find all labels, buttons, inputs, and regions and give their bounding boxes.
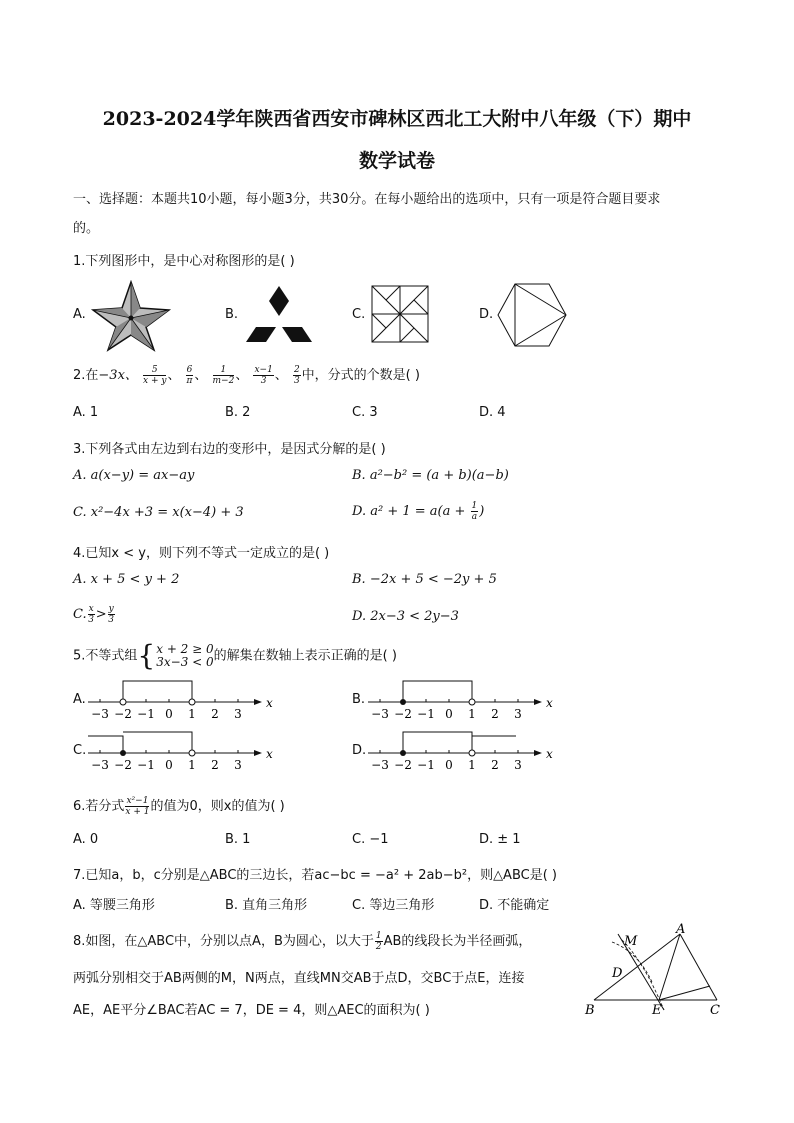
q3-option-a: A. a(x−y) = ax−ay (73, 468, 195, 483)
q3-stem: 3.下列各式由左边到右边的变形中，是因式分解的是( ) (73, 442, 386, 457)
q3-option-d: D. a² + 1 = a(a + $\frac{1}{a}$ ) (352, 501, 485, 522)
closed-dot (400, 699, 406, 705)
q5-stem: 5.不等式组 { x + 2 ≥ 0 3x−3 < 0 的解集在数轴上表示正确的是( ) (73, 639, 397, 672)
open-dot (469, 699, 475, 705)
section-heading: 一、选择题：本题共10小题，每小题3分，共30分。在每小题给出的选项中，只有一项是符合题目要求 (73, 192, 661, 207)
solution-bracket (403, 681, 472, 702)
tick-label: −1 (137, 707, 155, 721)
tick-label: −2 (114, 707, 132, 721)
q7-option-b: B. 直角三角形 (225, 898, 308, 913)
q2-fraction-1: $\frac{5}{x + y}$ (143, 365, 167, 386)
q1-option-a-label: A. (73, 307, 86, 322)
q2-option-a: A. 1 (73, 405, 99, 420)
q2-suffix: 中，分式的个数是( ) (301, 368, 420, 383)
label-d: D (612, 966, 623, 981)
tick-label: 2 (211, 707, 219, 721)
q5-option-c-label: C. (73, 743, 87, 758)
q5-option-d-label: D. (352, 743, 367, 758)
q5-option-b-label: B. (352, 692, 366, 707)
q7-option-d: D. 不能确定 (479, 898, 550, 913)
q1-stem: 1.下列图形中，是中心对称图形的是( ) (73, 254, 295, 269)
tick-label: −2 (394, 707, 412, 721)
tick-label: −3 (371, 707, 389, 721)
axis-arrow (534, 750, 542, 756)
q2-stem: 2.在−3x、 $\frac{5}{x + y}$ 、 $\frac{6}{\pi}$ 、 $\frac{1}{m-2}$ 、 $\frac{x-1}{3}$ 、 $\frac{2}{3}$ 中，分式的个数是( ) (73, 365, 420, 386)
q2-term-1: −3x、 (98, 368, 138, 383)
q6-option-d: D. ± 1 (479, 832, 521, 847)
q4-option-a: A. x + 5 < y + 2 (73, 572, 180, 587)
tick-label: −1 (137, 758, 155, 772)
label-c: C (710, 1003, 720, 1018)
q2-option-c: C. 3 (352, 405, 378, 420)
tick-label: 1 (468, 758, 476, 772)
tick-label: 0 (165, 758, 173, 772)
section-heading-cont: 的。 (73, 221, 100, 236)
q8-stem-line1: 8.如图，在△ABC中，分别以点A，B为圆心，以大于 $\frac{1}{2}$ AB的线段长为半径画弧， (73, 931, 532, 952)
label-b: B (585, 1003, 595, 1018)
pinwheel-figure (370, 284, 430, 344)
hexagon-figure (496, 282, 568, 348)
tick-label: −2 (394, 758, 412, 772)
q1-option-d-label: D. (479, 307, 494, 322)
triangle-figure (582, 922, 727, 1018)
open-dot (189, 699, 195, 705)
tick-label: 2 (491, 707, 499, 721)
open-dot (469, 750, 475, 756)
q8-stem-line2: 两弧分别相交于AB两侧的M，N两点，直线MN交AB于点D，交BC于点E，连接 (73, 971, 525, 986)
axis-var-label: x (266, 696, 273, 710)
q2-prefix: 2.在 (73, 368, 99, 383)
q5-option-a-label: A. (73, 692, 86, 707)
tick-label: −2 (114, 758, 132, 772)
axis-arrow (534, 699, 542, 705)
q3-option-b: B. a²−b² = (a + b)(a−b) (352, 468, 509, 483)
q6-option-b: B. 1 (225, 832, 251, 847)
q1-option-c-label: C. (352, 307, 366, 322)
right-ray (123, 732, 192, 753)
tick-label: −3 (371, 758, 389, 772)
tick-label: 1 (468, 707, 476, 721)
number-line-d (366, 726, 556, 774)
q7-stem: 7.已知a，b，c分别是△ABC的三边长，若ac−bc = −a² + 2ab−b²，则△ABC是( ) (73, 868, 557, 883)
tick-label: 1 (188, 758, 196, 772)
q2-fraction-3: $\frac{1}{m-2}$ (212, 365, 235, 386)
tick-label: 0 (165, 707, 173, 721)
q4-option-c: C. $\frac{x}{3}$ > $\frac{y}{3}$ (73, 604, 115, 625)
q3-option-c: C. x²−4x +3 = x(x−4) + 3 (73, 505, 244, 520)
open-dot (189, 750, 195, 756)
label-e: E (652, 1003, 662, 1018)
open-dot (120, 699, 126, 705)
label-a: A (676, 922, 686, 937)
q2-fraction-2: $\frac{6}{\pi}$ (186, 365, 193, 386)
q7-option-a: A. 等腰三角形 (73, 898, 155, 913)
q4-stem: 4.已知x < y，则下列不等式一定成立的是( ) (73, 546, 330, 561)
page-title: 2023-2024学年陕西省西安市碑林区西北工大附中八年级（下）期中 (102, 108, 692, 130)
q1-option-b-label: B. (225, 307, 239, 322)
tick-label: −3 (91, 707, 109, 721)
q6-stem: 6.若分式 $\frac{\text{x²−1}}{x + 1}$ 的值为0，则x的值为( ) (73, 796, 285, 817)
solution-bracket (123, 681, 192, 702)
q2-option-d: D. 4 (479, 405, 506, 420)
q4-option-b: B. −2x + 5 < −2y + 5 (352, 572, 497, 587)
tick-label: −3 (91, 758, 109, 772)
star-figure (90, 280, 172, 352)
left-ray (403, 732, 472, 753)
tick-label: −1 (417, 758, 435, 772)
tick-label: 0 (445, 707, 453, 721)
q2-fraction-4: $\frac{x-1}{3}$ (254, 365, 273, 386)
q6-option-c: C. −1 (352, 832, 389, 847)
axis-var-label: x (546, 747, 553, 761)
number-line-a (86, 675, 276, 723)
q7-option-c: C. 等边三角形 (352, 898, 435, 913)
tick-label: 0 (445, 758, 453, 772)
label-m: M (624, 934, 638, 949)
tick-label: 3 (514, 758, 522, 772)
closed-dot (120, 750, 126, 756)
tick-label: 3 (234, 707, 242, 721)
q2-fraction-5: $\frac{2}{3}$ (293, 365, 300, 386)
three-diamonds-figure (244, 284, 314, 346)
tick-label: 3 (514, 707, 522, 721)
q8-stem-line3: AE，AE平分∠BAC若AC = 7，DE = 4，则△AEC的面积为( ) (73, 1003, 430, 1018)
q2-option-b: B. 2 (225, 405, 251, 420)
tick-label: 2 (211, 758, 219, 772)
axis-var-label: x (546, 696, 553, 710)
left-ray (88, 736, 123, 753)
q4-option-d: D. 2x−3 < 2y−3 (352, 609, 459, 624)
number-line-b (366, 675, 556, 723)
axis-arrow (254, 750, 262, 756)
axis-arrow (254, 699, 262, 705)
q6-option-a: A. 0 (73, 832, 99, 847)
page-subtitle: 数学试卷 (358, 150, 435, 172)
tick-label: 2 (491, 758, 499, 772)
axis-var-label: x (266, 747, 273, 761)
closed-dot (400, 750, 406, 756)
number-line-c (86, 726, 276, 774)
tick-label: −1 (417, 707, 435, 721)
tick-label: 1 (188, 707, 196, 721)
tick-label: 3 (234, 758, 242, 772)
